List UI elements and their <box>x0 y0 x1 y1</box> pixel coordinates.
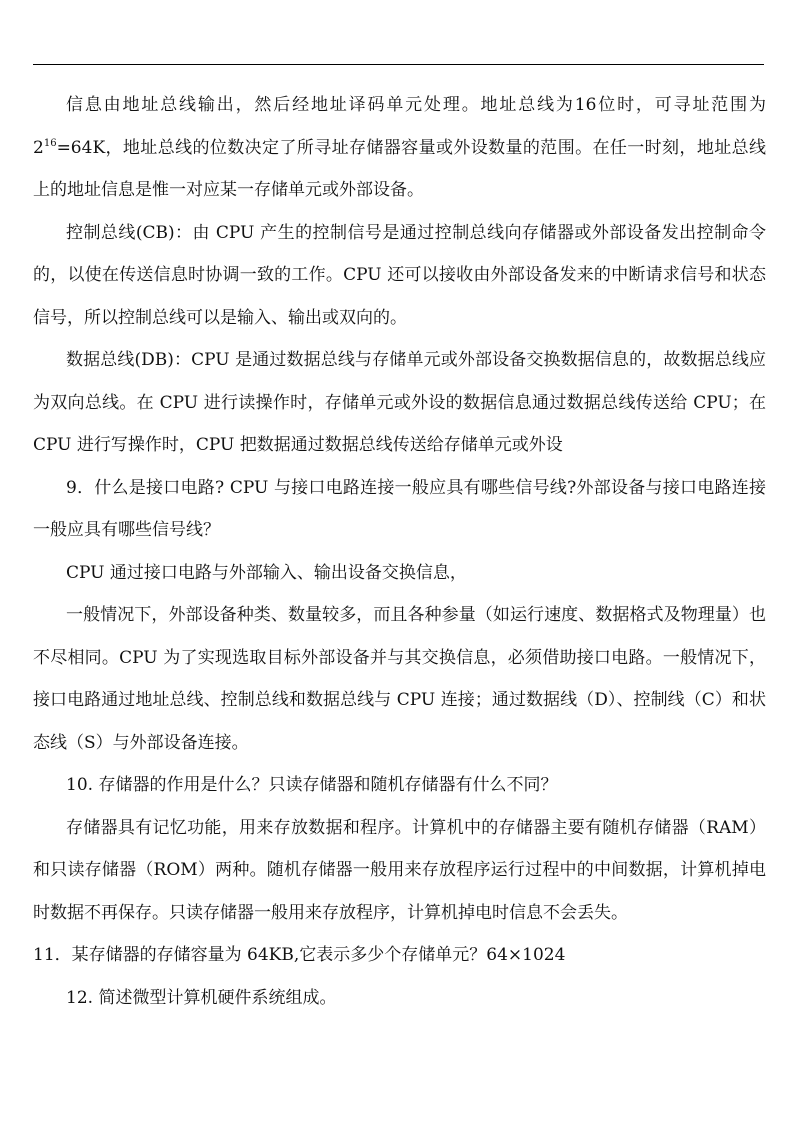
address-bus-text-post: =64K，地址总线的位数决定了所寻址存储器容量或外设数量的范围。在任一时刻，地址总线上的地址信息是惟一对应某一存储单元或外部设备。 <box>33 137 766 200</box>
question-9: 9．什么是接口电路? CPU 与接口电路连接一般应具有哪些信号线?外部设备与接口电路连接一般应具有哪些信号线？ <box>33 477 766 540</box>
paragraph-control-bus: 控制总线(CB)：由 CPU 产生的控制信号是通过控制总线向存储器或外部设备发出控制命令的，以使在传送信息时协调一致的工作。CPU 还可以接收由外部设备发来的中断请求信号和状态信号，所以控制总线可以是输入、输出或双向的。 <box>33 222 766 328</box>
answer-9-intro: CPU 通过接口电路与外部输入、输出设备交换信息， <box>66 562 467 583</box>
question-12: 12. 简述微型计算机硬件系统组成。 <box>66 987 337 1008</box>
document-body <box>33 84 766 1019</box>
paragraph-data-bus: 数据总线(DB)：CPU 是通过数据总线与存储单元或外部设备交换数据信息的，故数据总线应为双向总线。在 CPU 进行读操作时，存储单元或外设的数据信息通过数据总线传送给 CPU；在 CPU 进行写操作时，CPU 把数据通过数据总线传送给存储单元或外设 <box>33 350 766 455</box>
answer-9-detail: 一般情况下，外部设备种类、数量较多，而且各种参量（如运行速度、数据格式及物理量）也不尽相同。CPU 为了实现选取目标外部设备并与其交换信息，必须借助接口电路。一般情况下，接口电路通过地址总线、控制总线和数据总线与 CPU 连接；通过数据线（D）、控制线（C）和状态线（S）与外部设备连接。 <box>33 605 766 753</box>
paragraph-address-bus <box>33 84 766 212</box>
exponent-superscript: 16 <box>43 137 57 149</box>
header-rule <box>33 64 764 65</box>
question-11: 11．某存储器的存储容量为 64KB,它表示多少个存储单元？64×1024 <box>33 945 566 965</box>
address-bus-text-pre: 信息由地址总线输出，然后经地址译码单元处理。地址总线为16位时，可寻址范围为2 <box>33 95 766 158</box>
question-10: 10. 存储器的作用是什么？只读存储器和随机存储器有什么不同？ <box>66 775 558 795</box>
answer-10: 存储器具有记忆功能，用来存放数据和程序。计算机中的存储器主要有随机存储器（RAM）和只读存储器（ROM）两种。随机存储器一般用来存放程序运行过程中的中间数据，计算机掉电时数据不再保存。只读存储器一般用来存放程序，计算机掉电时信息不会丢失。 <box>33 817 766 923</box>
